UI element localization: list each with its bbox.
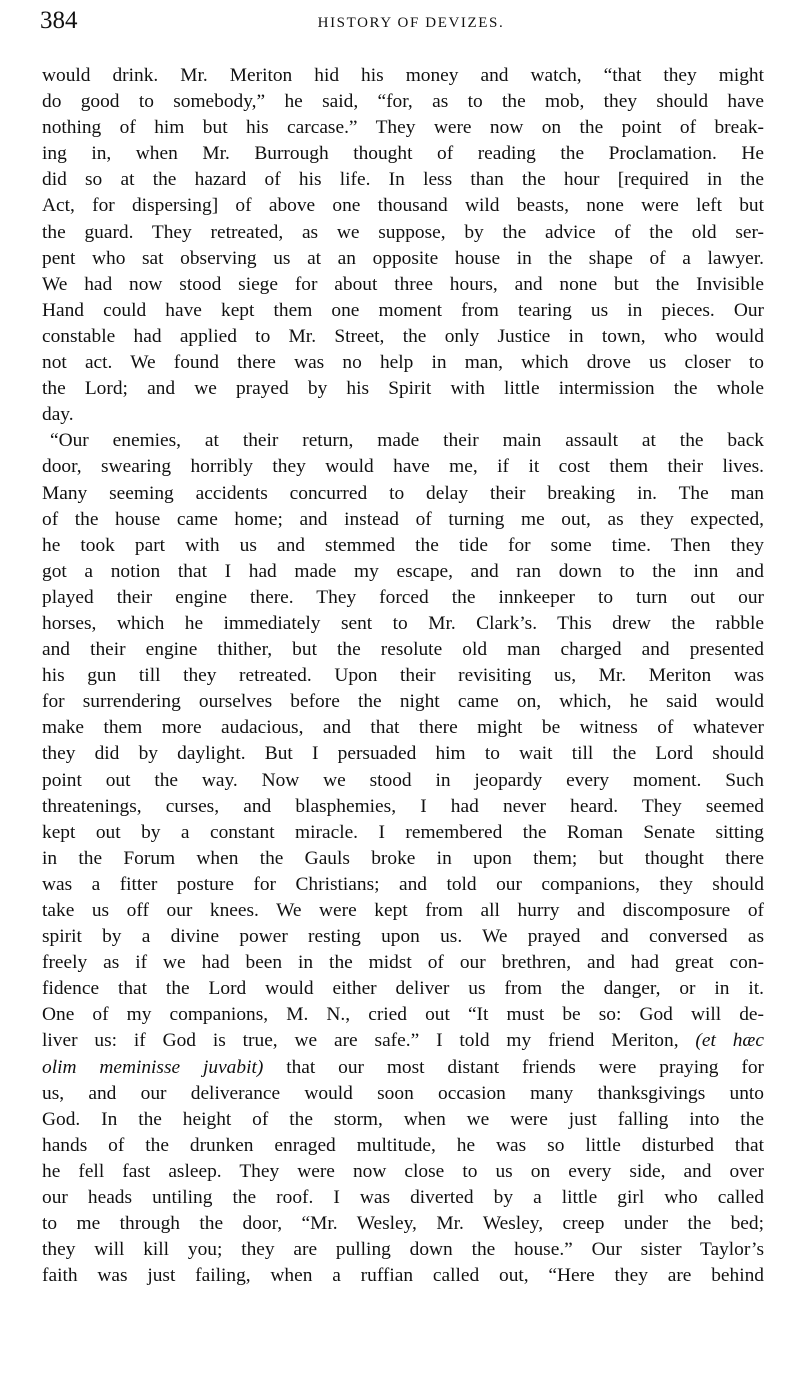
text-line: day.	[42, 404, 74, 426]
text-line: of the house came home; and instead of turning me out, as they expected,	[42, 508, 764, 530]
text-segment: that our most distant friends were praying for	[286, 1056, 764, 1078]
text-line: pent who sat observing us at an opposite house in the shape of a lawyer.	[42, 247, 764, 269]
text-line: One of my companions, M. N., cried out “It must be so: God will de-	[42, 1004, 764, 1026]
text-line: Many seeming accidents concurred to delay their breaking in. The man	[42, 482, 764, 504]
text-line: nothing of him but his carcase.” They were now on the point of break-	[42, 117, 764, 139]
text-line: to me through the door, “Mr. Wesley, Mr. Wesley, creep under the bed;	[42, 1213, 764, 1235]
text-line: the guard. They retreated, as we suppose, by the advice of the old ser-	[42, 221, 764, 243]
text-line: for surrendering ourselves before the night came on, which, he said would	[42, 691, 764, 713]
text-line: Act, for dispersing] of above one thousand wild beasts, none were left but	[42, 195, 764, 217]
text-line: point out the way. Now we stood in jeopardy every moment. Such	[42, 769, 764, 791]
text-line: threatenings, curses, and blasphemies, I had never heard. They seemed	[42, 795, 764, 817]
text-line: horses, which he immediately sent to Mr. Clark’s. This drew the rabble	[42, 612, 764, 634]
running-head	[40, 6, 762, 42]
text-line: ing in, when Mr. Burrough thought of reading the Proclamation. He	[42, 143, 764, 165]
text-line: fidence that the Lord would either deliver us from the danger, or in it.	[42, 978, 764, 1000]
text-line: he took part with us and stemmed the tide for some time. Then they	[42, 534, 764, 556]
running-title: HISTORY OF DEVIZES.	[317, 15, 505, 31]
text-line: freely as if we had been in the midst of our brethren, and had great con-	[42, 952, 764, 974]
text-line: us, and our deliverance would soon occasion many thanksgivings unto	[42, 1082, 764, 1104]
text-line: they will kill you; they are pulling down the house.” Our sister Taylor’s	[42, 1239, 764, 1261]
text-line: constable had applied to Mr. Street, the only Justice in town, who would	[42, 325, 764, 347]
text-line: make them more audacious, and that there might be witness of whatever	[42, 717, 764, 739]
text-line: not act. We found there was no help in man, which drove us closer to	[42, 352, 764, 374]
text-line: he fell fast asleep. They were now close to us on every side, and over	[42, 1160, 764, 1182]
text-line: do good to somebody,” he said, “for, as to the mob, they should have	[42, 91, 764, 113]
text-line-with-latin	[42, 1028, 764, 1054]
text-line: faith was just failing, when a ruffian called out, “Here they are behind	[42, 1265, 764, 1287]
text-line-with-latin	[42, 1055, 764, 1081]
text-line: spirit by a divine power resting upon us. We prayed and conversed as	[42, 926, 764, 948]
text-line: did so at the hazard of his life. In less than the hour [required in the	[42, 169, 764, 191]
text-line: would drink. Mr. Meriton hid his money and watch, “that they might	[42, 65, 764, 86]
text-line: played their engine there. They forced the innkeeper to turn out our	[42, 586, 764, 608]
text-line: our heads untiling the roof. I was diverted by a little girl who called	[42, 1187, 764, 1209]
text-line: door, swearing horribly they would have me, if it cost them their lives.	[42, 456, 764, 478]
text-line: they did by daylight. But I persuaded him to wait till the Lord should	[42, 743, 764, 765]
text-line: in the Forum when the Gauls broke in upon them; but thought there	[42, 847, 764, 869]
text-line: his gun till they retreated. Upon their revisiting us, Mr. Meriton was	[42, 665, 764, 687]
text-segment: liver us: if God is true, we are safe.” I told my friend Meriton,	[42, 1030, 679, 1052]
text-line: the Lord; and we prayed by his Spirit with little intermission the whole	[42, 378, 764, 400]
latin-quote-part-1: (et hæc	[695, 1030, 764, 1052]
text-line: got a notion that I had made my escape, and ran down to the inn and	[42, 560, 764, 582]
text-line: was a fitter posture for Christians; and told our companions, they should	[42, 873, 764, 895]
text-line: and their engine thither, but the resolute old man charged and presented	[42, 639, 764, 661]
paragraph-first-line: “Our enemies, at their return, made their main assault at the back	[50, 430, 764, 452]
text-line: God. In the height of the storm, when we were just falling into the	[42, 1108, 764, 1130]
text-line: Hand could have kept them one moment from tearing us in pieces. Our	[42, 299, 764, 321]
text-line: kept out by a constant miracle. I remembered the Roman Senate sitting	[42, 821, 764, 843]
text-line: take us off our knees. We were kept from all hurry and discomposure of	[42, 900, 764, 921]
latin-quote-part-2: olim meminisse juvabit)	[42, 1056, 264, 1078]
page-number: 384	[40, 7, 78, 34]
text-line: We had now stood siege for about three hours, and none but the Invisible	[42, 273, 764, 295]
body-text	[42, 63, 764, 1289]
text-line: hands of the drunken enraged multitude, he was so little disturbed that	[42, 1134, 764, 1156]
